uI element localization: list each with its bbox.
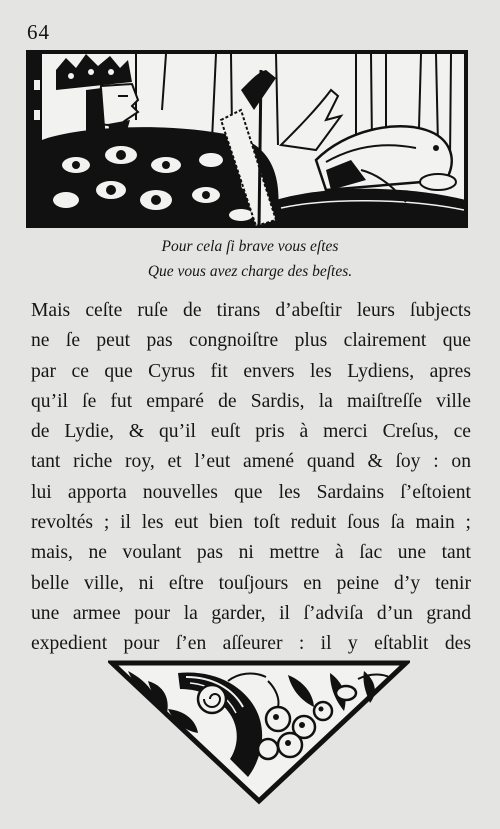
text-line: qu’il ſe fut emparé de Sardis, la maiſtreſſe ville (31, 390, 471, 412)
caption-line-2: Que vous avez charge des beſtes. (147, 263, 353, 280)
text-line: mais, ne voulant pas ni mettre à ſac une tant (31, 542, 471, 564)
text-line: Mais ceſte ruſe de tirans d’abeſtir leurs ſubjects (31, 300, 471, 321)
text-line: tant riche roy, et l’eut amené quand & ſoy : on (31, 451, 471, 473)
cornucopia-ornament (108, 659, 410, 805)
text-line: une armee pour la garder, il ſ’adviſa d’un grand (31, 602, 471, 624)
caption-line-1: Pour cela ſi brave vous eſtes (161, 238, 339, 255)
text-line: de Lydie, & qu’il euſt pris à merci Creſus, ce (31, 421, 471, 443)
text-line: expedient pour ſ’en aſſeurer : il y eſtablit des (31, 633, 471, 655)
king-woodcut-illustration (26, 50, 468, 228)
body-paragraph (31, 296, 471, 660)
text-line: revoltés ; il les eut bien toſt reduit ſous ſa main ; (31, 512, 471, 534)
text-line: ne ſe peut pas congnoiſtre plus clairement que (31, 330, 471, 352)
page-number: 64 (27, 20, 50, 44)
text-line: belle ville, ni eſtre touſjours en peine d’y tenir (31, 572, 471, 594)
text-line: lui apporta nouvelles que les Sardains ſ’eſtoient (31, 481, 471, 503)
text-line: par ce que Cyrus fit envers les Lydiens, apres (31, 360, 471, 382)
